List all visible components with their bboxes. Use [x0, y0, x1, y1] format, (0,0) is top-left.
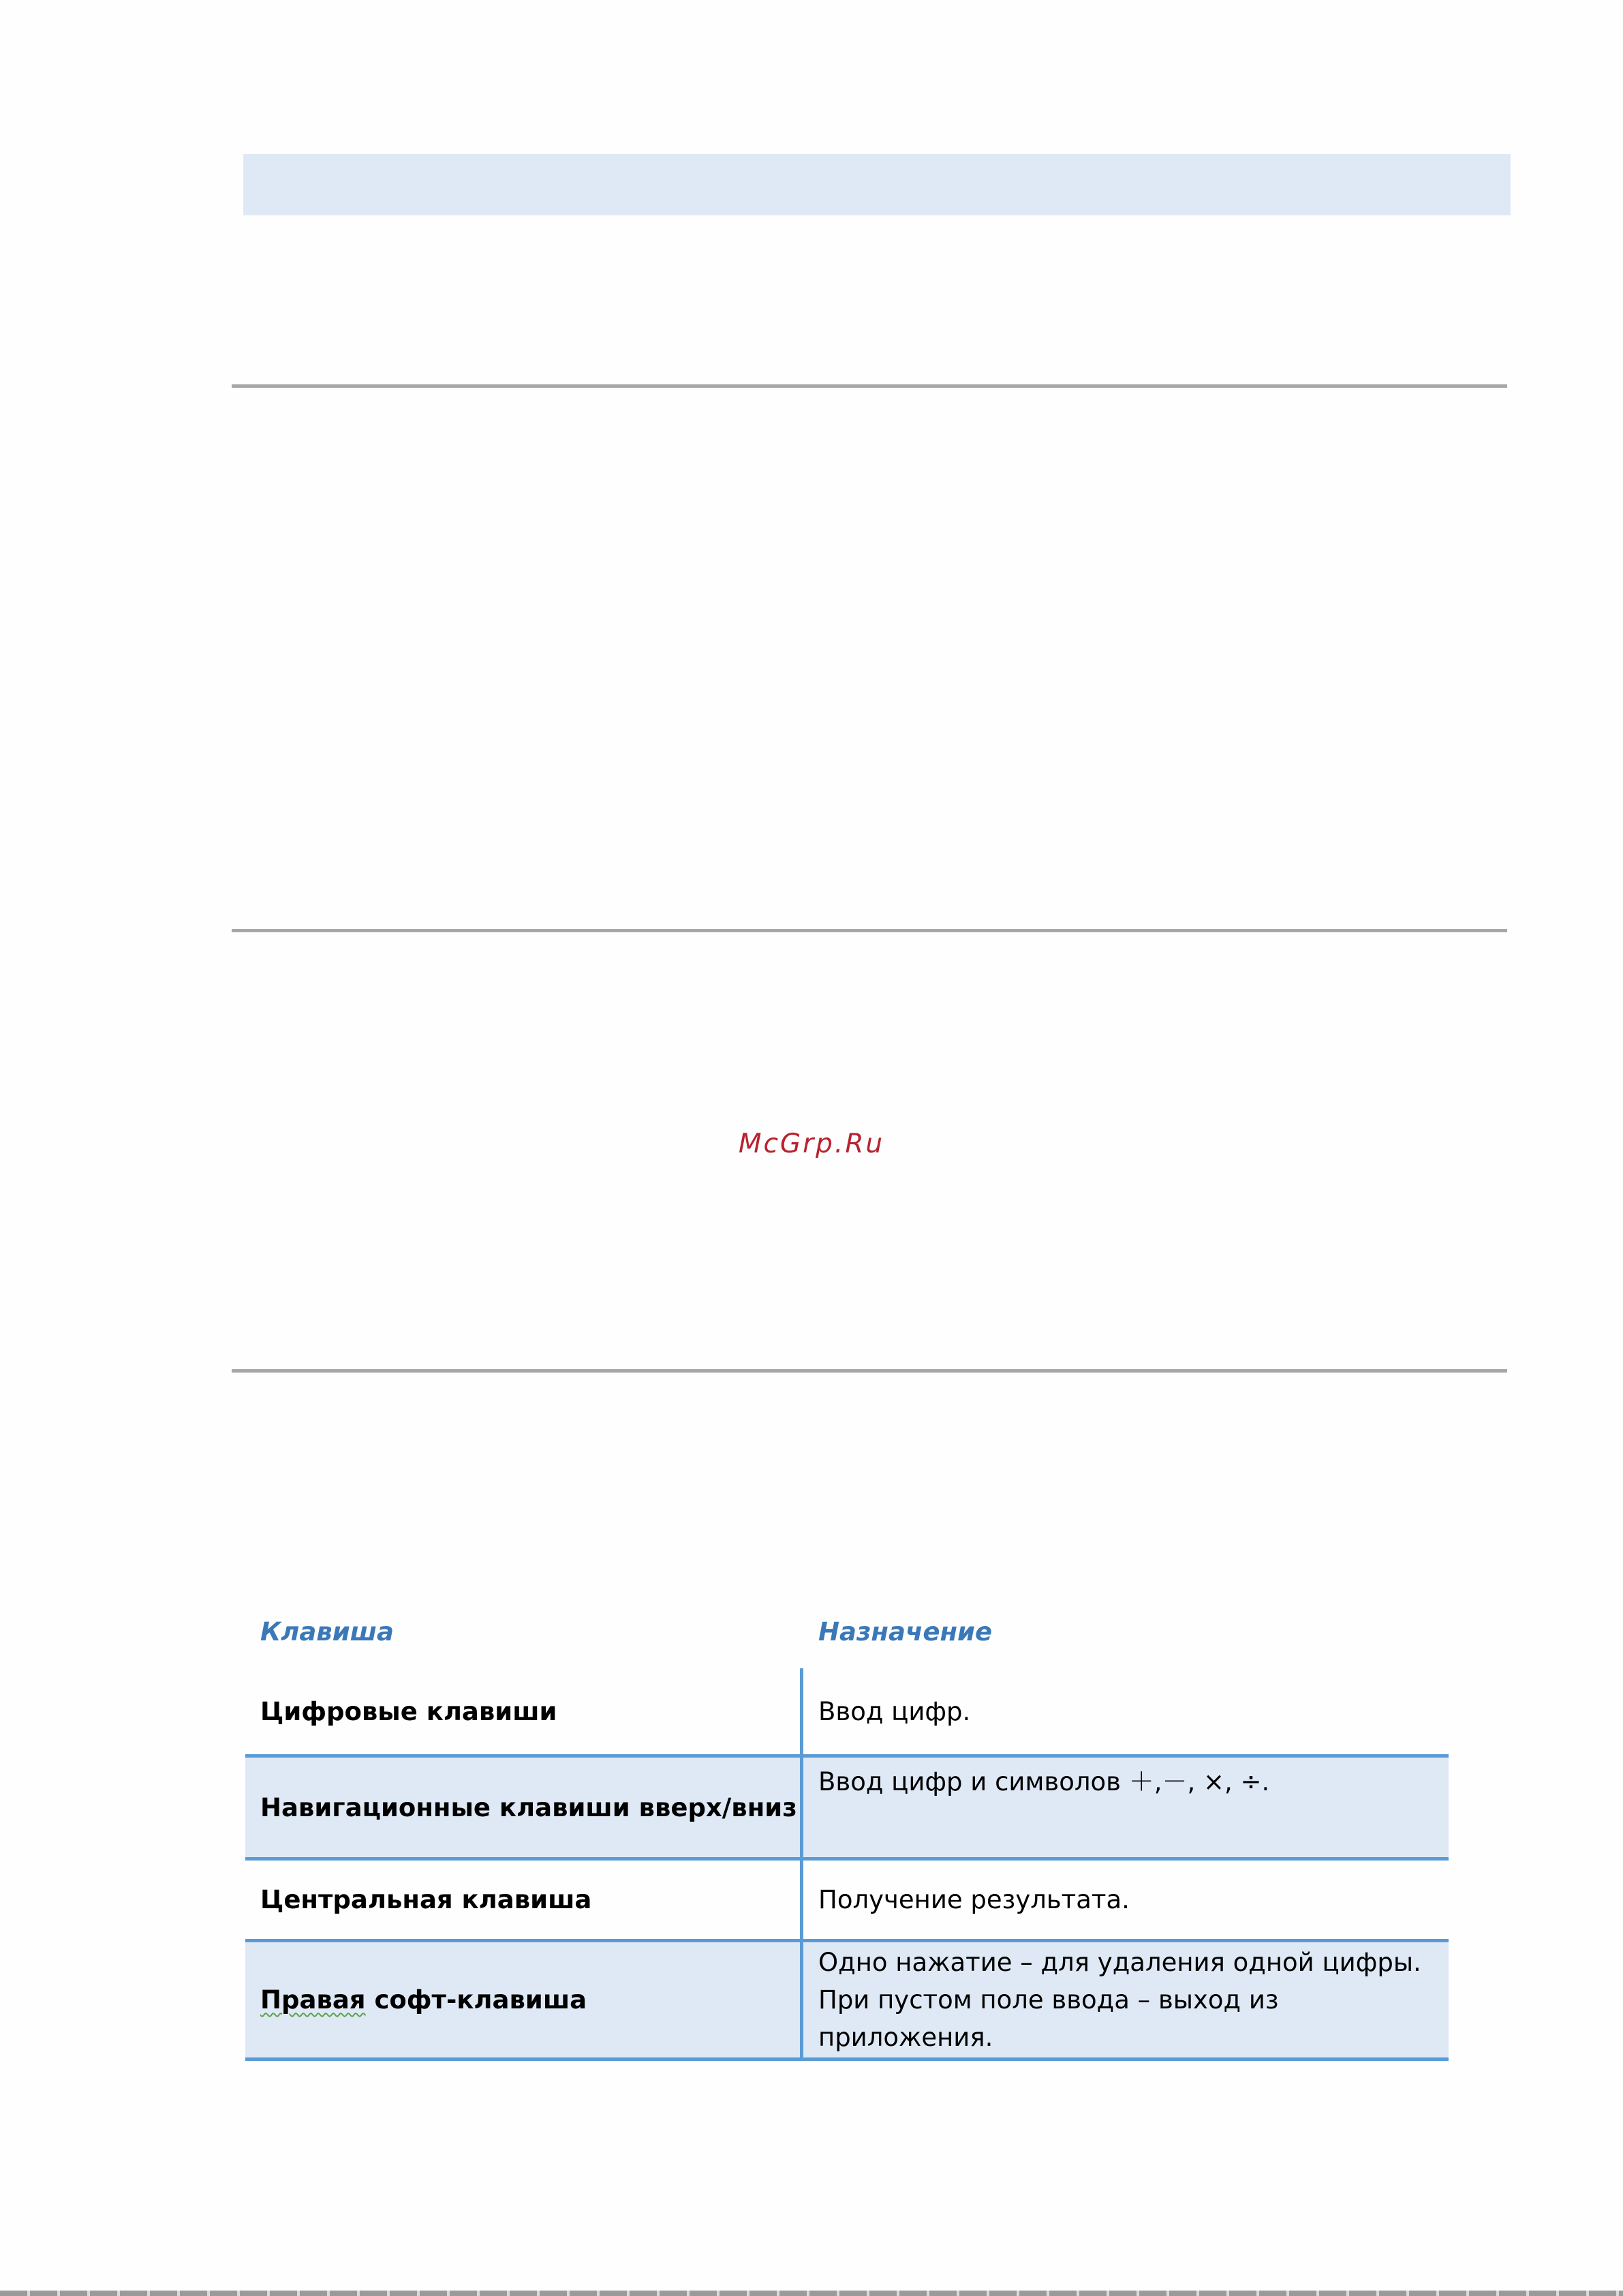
row-key: Цифровые клавиши: [245, 1668, 803, 1754]
row-key: Центральная клавиша: [245, 1861, 803, 1939]
top-shaded-band: [243, 154, 1511, 215]
table-header: [245, 1595, 1449, 1668]
horizontal-rule-3: [232, 1369, 1507, 1373]
horizontal-rule-2: [232, 929, 1507, 932]
row-purpose: Ввод цифр и символов ＋,－, ×, ÷.: [818, 1767, 1270, 1796]
purpose-line: Одно нажатие – для удаления одной цифры.: [818, 1948, 1421, 1977]
bottom-edge-strip: [0, 2291, 1623, 2296]
row-key-rest: софт-клавиша: [365, 1985, 587, 2015]
header-purpose: Назначение: [818, 1617, 993, 1647]
spellcheck-word: Правая: [260, 1985, 366, 2015]
table-row: [245, 1668, 1449, 1758]
row-key: Навигационные клавиши вверх/вниз: [245, 1758, 803, 1857]
header-key: Клавиша: [260, 1617, 394, 1647]
row-purpose: Получение результата.: [818, 1885, 1130, 1914]
table-row: [245, 1758, 1449, 1861]
watermark: McGrp.Ru: [738, 1129, 885, 1159]
keys-table: [245, 1595, 1449, 2061]
row-purpose: [803, 1942, 1449, 2057]
row-key: [245, 1942, 803, 2057]
purpose-line: приложения.: [818, 2023, 993, 2052]
row-purpose: Ввод цифр.: [818, 1696, 971, 1726]
purpose-line: При пустом поле ввода – выход из: [818, 1985, 1279, 2015]
horizontal-rule-1: [232, 384, 1507, 388]
table-row: [245, 1942, 1449, 2061]
table-row: [245, 1861, 1449, 1942]
